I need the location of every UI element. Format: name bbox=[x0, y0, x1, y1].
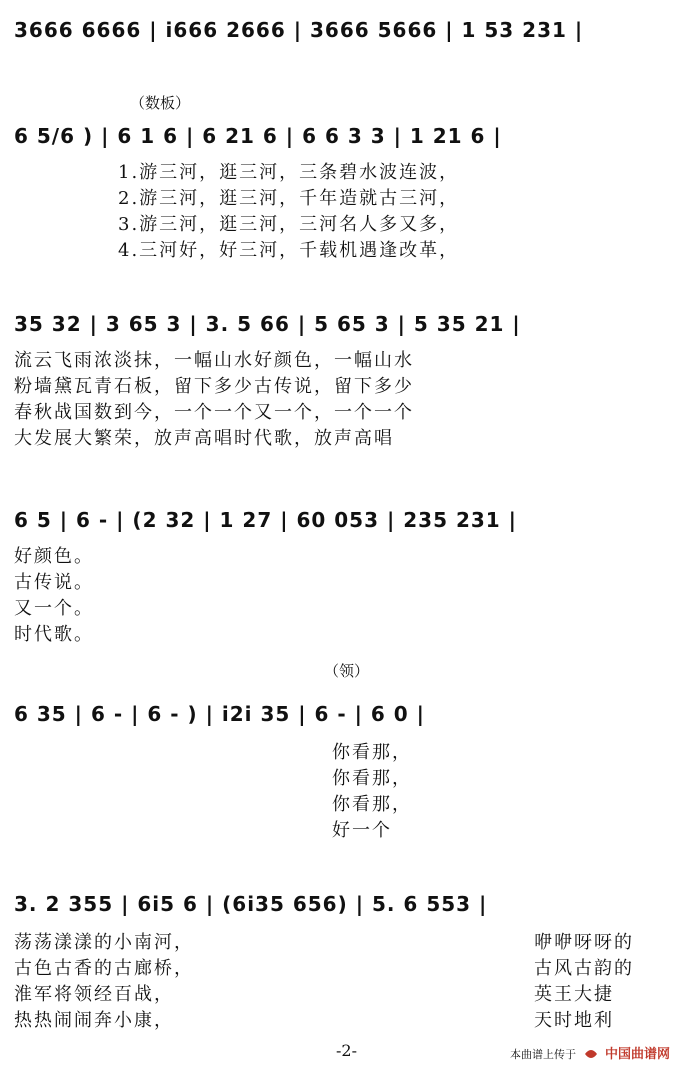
notation-line-6: 3. 2 355 | 6i5 6 | (6i35 656) | 5. 6 553 | bbox=[14, 892, 488, 916]
lyric-verse-3: 3.游三河，逛三河，三河名人多又多， bbox=[118, 214, 460, 235]
upload-credit bbox=[510, 1043, 670, 1062]
lyric-verse-2: 你看那， bbox=[332, 768, 412, 789]
lyric-verse-2: 2.游三河，逛三河，千年造就古三河， bbox=[118, 188, 460, 209]
lyric-verse-1: 好颜色。 bbox=[14, 546, 94, 567]
lyric-verse-3: 春秋战国数到今，一个一个又一个，一个一个 bbox=[14, 402, 414, 423]
lyric-verse-4: 好一个 bbox=[332, 820, 392, 841]
lyric-verse-2: 粉墙黛瓦青石板，留下多少古传说，留下多少 bbox=[14, 376, 414, 397]
lyric-verse-1: 1.游三河，逛三河，三条碧水波连波， bbox=[118, 162, 460, 183]
lead-marking: （领） bbox=[324, 662, 370, 680]
site-brand: 中国曲谱网 bbox=[605, 1047, 671, 1062]
notation-line-5: 6 35 | 6 - | 6 - ) | i2i 35 | 6 - | 6 0 | bbox=[14, 702, 425, 726]
page-number: -2- bbox=[336, 1041, 357, 1060]
lyric-verse-3-left: 淮军将领经百战， bbox=[14, 984, 174, 1005]
notation-line-3: 35 32 | 3 65 3 | 3. 5 66 | 5 65 3 | 5 35 21 | bbox=[14, 312, 521, 336]
lyric-verse-3-right: 英王大捷 bbox=[534, 984, 614, 1005]
site-logo-icon bbox=[584, 1048, 598, 1060]
lyric-verse-2: 古传说。 bbox=[14, 572, 94, 593]
lyric-verse-3: 又一个。 bbox=[14, 598, 94, 619]
lyric-verse-4: 大发展大繁荣，放声高唱时代歌，放声高唱 bbox=[14, 428, 394, 449]
lyric-verse-2-right: 古风古韵的 bbox=[534, 958, 634, 979]
notation-line-2: 6 5/6 ) | 6 1 6 | 6 21 6 | 6 6 3 3 | 1 21 6 | bbox=[14, 124, 502, 148]
lyric-verse-4-left: 热热闹闹奔小康， bbox=[14, 1010, 174, 1031]
lyric-verse-1-left: 荡荡漾漾的小南河， bbox=[14, 932, 194, 953]
lyric-verse-1: 流云飞雨浓淡抹，一幅山水好颜色，一幅山水 bbox=[14, 350, 414, 371]
upload-credit-text: 本曲谱上传于 bbox=[510, 1048, 576, 1061]
lyric-verse-1-right: 咿咿呀呀的 bbox=[534, 932, 634, 953]
lyric-verse-4-right: 天时地利 bbox=[534, 1010, 614, 1031]
lyric-verse-1: 你看那， bbox=[332, 742, 412, 763]
notation-line-4: 6 5 | 6 - | (2 32 | 1 27 | 60 053 | 235 231 | bbox=[14, 508, 517, 532]
lyric-verse-3: 你看那， bbox=[332, 794, 412, 815]
lyric-verse-2-left: 古色古香的古廊桥， bbox=[14, 958, 194, 979]
lyric-verse-4: 时代歌。 bbox=[14, 624, 94, 645]
tempo-marking: （数板） bbox=[130, 94, 191, 112]
notation-line-1: 3666 6666 | i666 2666 | 3666 5666 | 1 53 231 | bbox=[14, 18, 584, 42]
lyric-verse-4: 4.三河好，好三河，千载机遇逢改革， bbox=[118, 240, 460, 261]
